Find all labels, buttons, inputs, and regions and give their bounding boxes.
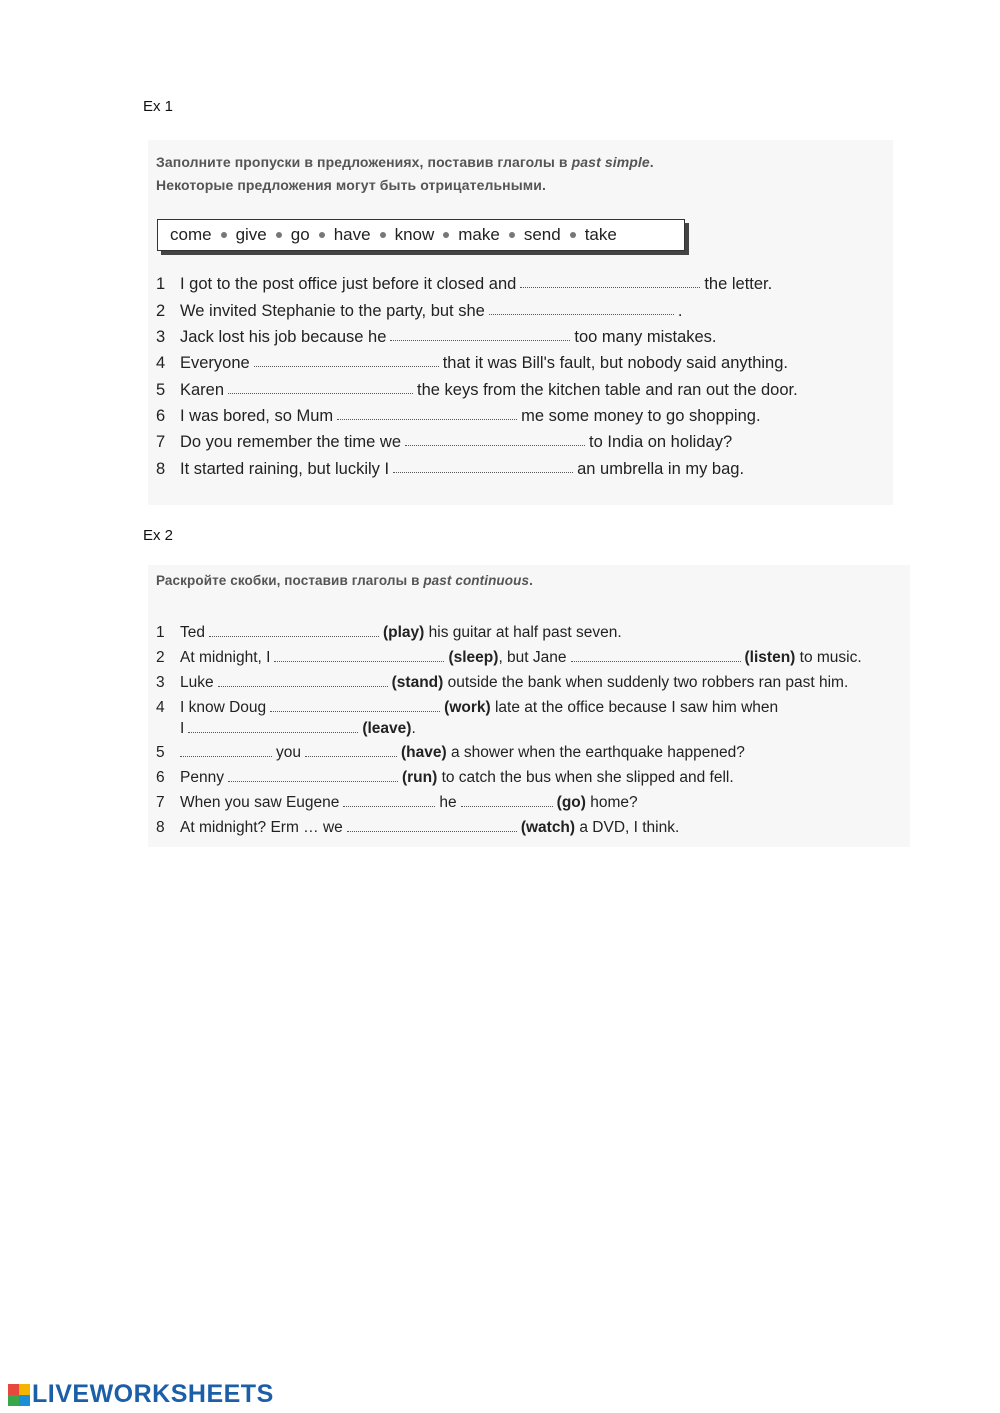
answer-blank[interactable] <box>228 381 413 394</box>
answer-blank[interactable] <box>228 769 398 782</box>
bullet-icon <box>380 232 386 238</box>
word: know <box>394 225 435 244</box>
word: make <box>458 225 500 244</box>
bullet-icon <box>319 232 325 238</box>
answer-blank[interactable] <box>343 794 435 807</box>
liveworksheets-logo <box>8 1380 274 1409</box>
exercise-2-item: 8 At midnight? Erm … we (watch) a DVD, I think. <box>156 819 680 836</box>
answer-blank[interactable] <box>347 819 517 832</box>
word: go <box>290 225 310 244</box>
word: come <box>170 225 212 244</box>
bullet-icon <box>221 232 227 238</box>
bullet-icon <box>443 232 449 238</box>
answer-blank[interactable] <box>305 744 397 757</box>
bullet-icon <box>276 232 282 238</box>
exercise-1-item: 4 Everyone that it was Bill's fault, but nobody said anything. <box>156 354 788 372</box>
answer-blank[interactable] <box>218 674 388 687</box>
answer-blank[interactable] <box>180 744 272 757</box>
answer-blank[interactable] <box>270 699 440 712</box>
word: take <box>584 225 617 244</box>
exercise-1-label: Ex 1 <box>143 98 174 115</box>
answer-blank[interactable] <box>209 624 379 637</box>
exercise-2-scan <box>148 565 910 847</box>
exercise-2-instruction: Раскройте скобки, поставив глаголы в past continuous. <box>156 573 533 588</box>
exercise-2-item-continuation: I (leave) . <box>180 720 416 737</box>
answer-blank[interactable] <box>254 354 439 367</box>
word: give <box>235 225 267 244</box>
exercise-1-item: 7 Do you remember the time we to India on holiday? <box>156 433 733 451</box>
exercise-2-item: 5 you (have) a shower when the earthquake happened? <box>156 744 745 761</box>
word: send <box>523 225 561 244</box>
word: have <box>333 225 371 244</box>
answer-blank[interactable] <box>274 649 444 662</box>
answer-blank[interactable] <box>393 460 573 473</box>
exercise-1-item: 2 We invited Stephanie to the party, but she . <box>156 302 683 320</box>
answer-blank[interactable] <box>520 275 700 288</box>
exercise-1-scan <box>148 140 893 505</box>
answer-blank[interactable] <box>188 720 358 733</box>
word-box <box>157 219 685 251</box>
exercise-2-item: 1 Ted (play) his guitar at half past seven. <box>156 624 622 641</box>
exercise-1-item: 6 I was bored, so Mum me some money to go shopping. <box>156 407 761 425</box>
exercise-2-item: 3 Luke (stand) outside the bank when suddenly two robbers ran past him. <box>156 674 849 691</box>
exercise-1-item: 3 Jack lost his job because he too many mistakes. <box>156 328 717 346</box>
answer-blank[interactable] <box>337 407 517 420</box>
exercise-2-label: Ex 2 <box>143 527 174 544</box>
answer-blank[interactable] <box>571 649 741 662</box>
exercise-1-instruction-line-1: Заполните пропуски в предложениях, поставив глаголы в past simple. <box>156 154 654 170</box>
answer-blank[interactable] <box>405 433 585 446</box>
exercise-2-item: 2 At midnight, I (sleep) , but Jane (listen) to music. <box>156 649 862 666</box>
exercise-2-item: 6 Penny (run) to catch the bus when she slipped and fell. <box>156 769 734 786</box>
logo-text: LIVEWORKSHEETS <box>32 1380 274 1408</box>
bullet-icon <box>570 232 576 238</box>
exercise-1-item: 1 I got to the post office just before it closed and the letter. <box>156 275 773 293</box>
logo-grid-icon <box>8 1384 30 1406</box>
exercise-2-item: 4 I know Doug (work) late at the office because I saw him when <box>156 699 779 716</box>
bullet-icon <box>509 232 515 238</box>
exercise-1-item: 8 It started raining, but luckily I an umbrella in my bag. <box>156 460 745 478</box>
exercise-2-item: 7 When you saw Eugene he (go) home? <box>156 794 638 811</box>
answer-blank[interactable] <box>489 302 674 315</box>
answer-blank[interactable] <box>390 328 570 341</box>
exercise-1-item: 5 Karen the keys from the kitchen table and ran out the door. <box>156 381 798 399</box>
exercise-1-instruction-line-2: Некоторые предложения могут быть отрицательными. <box>156 177 546 193</box>
answer-blank[interactable] <box>461 794 553 807</box>
